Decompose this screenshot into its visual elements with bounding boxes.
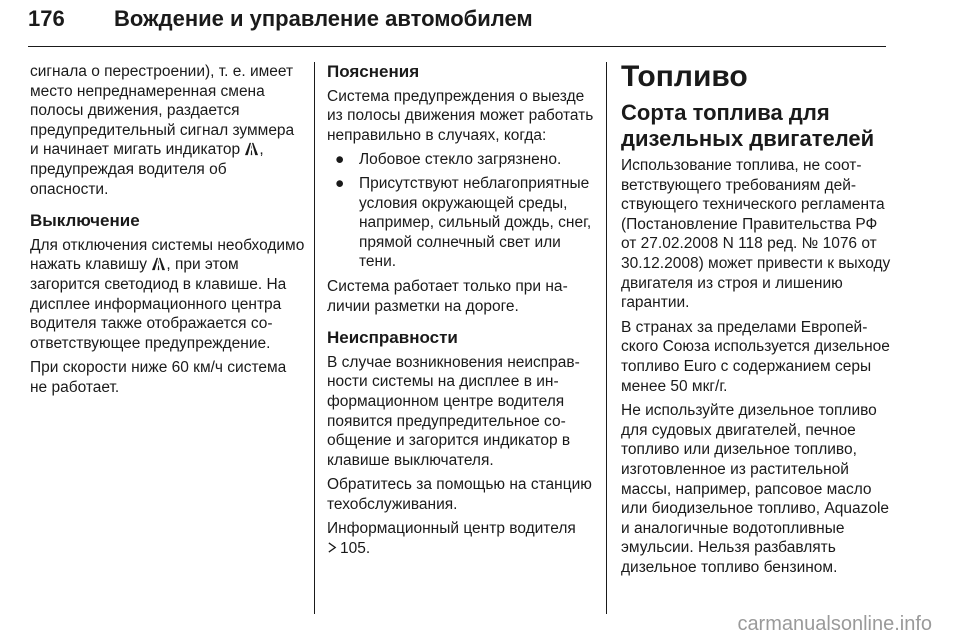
paragraph: [30, 236, 306, 354]
list-item-text: Лобовое стекло загрязнено.: [359, 151, 562, 169]
column-1: [30, 62, 306, 403]
section-heading-off: Выключение: [30, 211, 140, 231]
text-span: Информационный центр водителя: [327, 520, 576, 538]
page-header: [28, 6, 898, 46]
text-span: , при этом загорится светодиод в клавише. На дисплее информационного центра водителя также отображается соответствующее предупреждение.: [30, 256, 287, 352]
section-title-fuel: Топливо: [621, 60, 748, 93]
page-number: 176: [28, 6, 65, 31]
paragraph: В странах за пределами Европейского Союза используется дизельное топливо Euro с содержанием серы менее 50 мкг/г.: [621, 318, 890, 395]
paragraph: Не используйте дизельное топливо для судовых двигателей, печное топливо или дизельное топливо, изготовленное из растительной массы, например, рапсовое масло или биодизельное топливо, Aquazole и аналогичные водотопливные эмульсии. Нельзя разбавлять дизельное топливо бензином.: [621, 402, 890, 576]
section-heading-faults: Неисправности: [327, 328, 458, 348]
column-divider-1: [314, 62, 315, 614]
bullet-dot: ●: [335, 174, 345, 192]
lane-departure-icon: [151, 256, 166, 271]
watermark: carmanualsonline.info: [737, 613, 932, 635]
paragraph: Использование топлива, не соответствующего требованиям действующего технического регламента (Постановление Правительства РФ от 27.02.2008 N 118 ред. № 1076 от 30.12.2008) может привести к выходу двигателя из строя и лишению гарантии.: [621, 157, 891, 312]
text-span: Для отключения системы необходимо нажать клавишу: [30, 236, 305, 274]
text-span: , предупреждая водителя об опасности.: [30, 141, 264, 198]
bullet-list: [327, 150, 595, 272]
column-3: [621, 62, 891, 582]
chapter-title: Вождение и управление автомобилем: [114, 6, 533, 31]
lane-departure-icon: [244, 141, 259, 156]
column-2: [327, 62, 595, 564]
column-divider-2: [606, 62, 607, 614]
paragraph: В случае возникновения неисправности системы на дисплее в информационном центре водителя появится предупредительное сообщение и загорится индикатор в клавише выключателя.: [327, 353, 580, 469]
list-item: [327, 174, 595, 272]
paragraph: Система предупреждения о выезде из полосы движения может работать неправильно в случаях, когда:: [327, 87, 594, 144]
subsection-title-diesel-fuel: Сорта топлива для дизельных двигателей: [621, 100, 875, 151]
section-heading-notes: Пояснения: [327, 62, 420, 81]
paragraph: [30, 62, 306, 199]
page-reference-link[interactable]: 105.: [340, 540, 371, 558]
paragraph: Система работает только при наличии разметки на дороге.: [327, 277, 568, 315]
text-span: сигнала о перестроении), т. е. имеет место непреднамеренная смена полосы движения, раздается предупредительный сигнал зуммера и начинает мигать индикатор: [30, 63, 295, 159]
list-item-text: Присутствуют неблагоприятные условия окружающей среды, например, сильный дождь, снег, прямой солнечный свет или тени.: [359, 174, 592, 271]
list-item: [327, 150, 595, 170]
paragraph: [327, 519, 595, 558]
bullet-dot: ●: [335, 151, 345, 169]
paragraph: Обратитесь за помощью на станцию техобслуживания.: [327, 476, 592, 513]
page-reference-icon: [327, 542, 338, 553]
header-rule: [28, 46, 886, 47]
paragraph: При скорости ниже 60 км/ч система не работает.: [30, 359, 287, 396]
